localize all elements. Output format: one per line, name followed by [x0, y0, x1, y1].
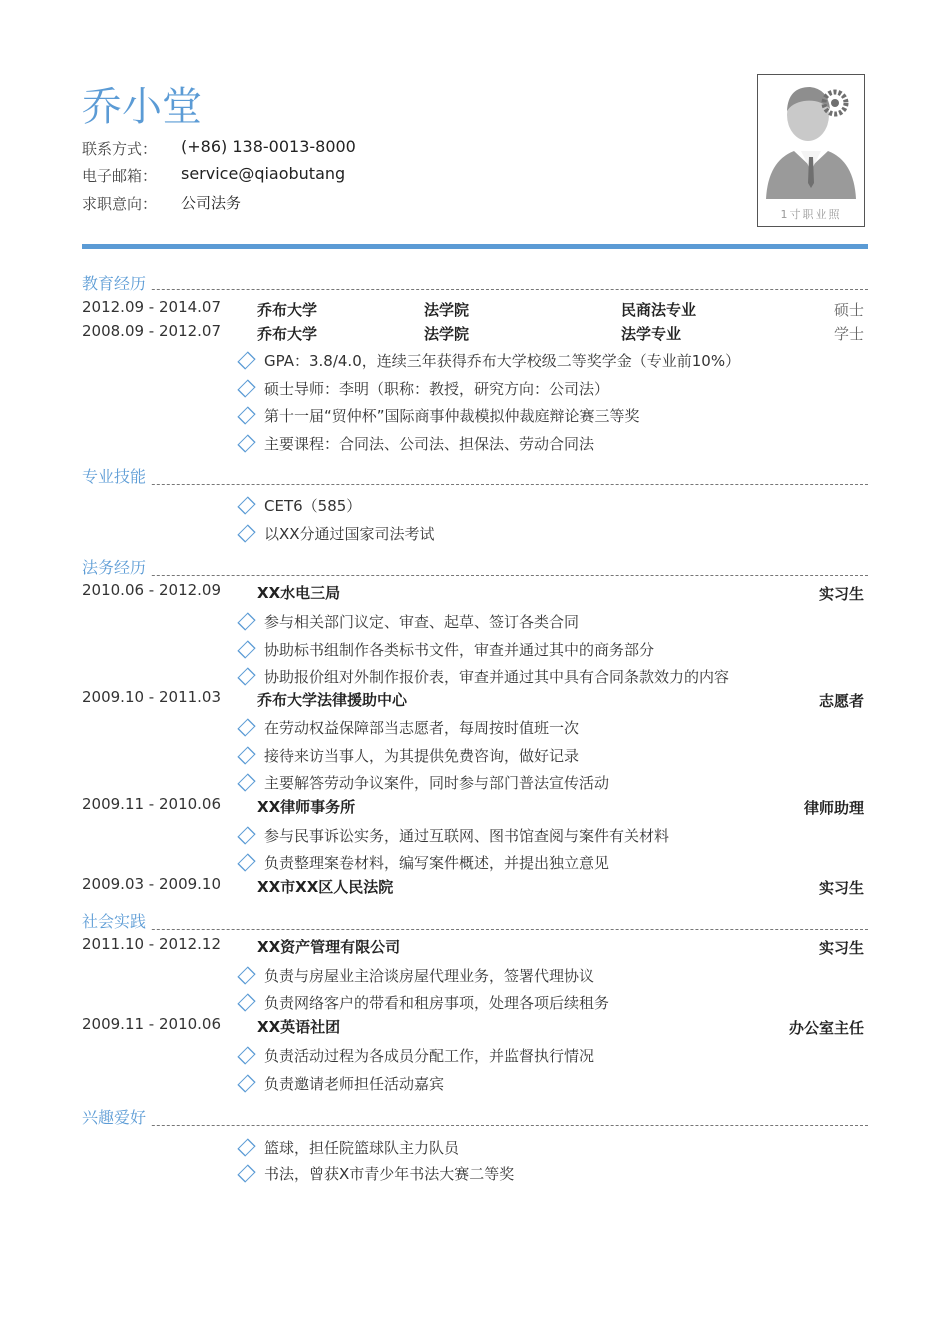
bullet-item: 负责活动过程为各成员分配工作，并监督执行情况: [238, 1045, 594, 1066]
bullet-item: 书法，曾获X市青少年书法大赛二等奖: [238, 1163, 514, 1184]
contact-email-label: 电子邮箱：: [82, 167, 158, 185]
job-intent-label: 求职意向：: [82, 195, 158, 213]
legal-org: XX水电三局: [257, 584, 341, 602]
education-college: 法学院: [424, 325, 470, 343]
education-major: 法学专业: [621, 325, 682, 343]
section-title-legal: 法务经历: [82, 555, 150, 578]
bullet-item: 负责邀请老师担任活动嘉宾: [238, 1073, 444, 1094]
person-silhouette-icon: [758, 75, 864, 226]
diamond-bullet-icon: [237, 379, 255, 397]
diamond-bullet-icon: [237, 826, 255, 844]
education-degree: 学士: [833, 325, 864, 343]
legal-date: 2009.03 - 2009.10: [82, 875, 222, 893]
skills-divider: [82, 484, 868, 485]
bullet-item: 篮球，担任院篮球队主力队员: [238, 1137, 459, 1158]
diamond-bullet-icon: [237, 1074, 255, 1092]
bullet-item: CET6（585）: [238, 495, 361, 516]
diamond-bullet-icon: [237, 853, 255, 871]
education-school: 乔布大学: [257, 301, 318, 319]
legal-date: 2009.10 - 2011.03: [82, 688, 222, 706]
diamond-bullet-icon: [237, 966, 255, 984]
bullet-item: GPA：3.8/4.0，连续三年获得乔布大学校级二等奖学金（专业前10%）: [238, 350, 740, 371]
education-divider: [82, 289, 868, 290]
bullet-item: 在劳动权益保障部当志愿者，每周按时值班一次: [238, 717, 579, 738]
legal-role: 律师助理: [803, 799, 864, 817]
education-degree: 硕士: [833, 301, 864, 319]
practice-role: 实习生: [818, 939, 864, 957]
practice-org: XX英语社团: [257, 1018, 341, 1036]
bullet-item: 参与民事诉讼实务，通过互联网、图书馆查阅与案件有关材料: [238, 825, 669, 846]
legal-role: 志愿者: [818, 692, 864, 710]
section-title-practice: 社会实践: [82, 909, 150, 932]
legal-org: XX律师事务所: [257, 798, 356, 816]
legal-date: 2009.11 - 2010.06: [82, 795, 222, 813]
diamond-bullet-icon: [237, 406, 255, 424]
legal-role: 实习生: [818, 879, 864, 897]
diamond-bullet-icon: [237, 667, 255, 685]
section-title-education: 教育经历: [82, 271, 150, 294]
contact-phone-label: 联系方式：: [82, 140, 158, 158]
education-date: 2012.09 - 2014.07: [82, 298, 222, 316]
header-divider: [82, 244, 868, 249]
legal-org: XX市XX区人民法院: [257, 878, 394, 896]
diamond-bullet-icon: [237, 496, 255, 514]
practice-divider: [82, 929, 868, 930]
bullet-item: 协助标书组制作各类标书文件，审查并通过其中的商务部分: [238, 639, 654, 660]
practice-date: 2009.11 - 2010.06: [82, 1015, 222, 1033]
legal-divider: [82, 575, 868, 576]
bullet-item: 协助报价组对外制作报价表，审查并通过其中具有合同条款效力的内容: [238, 666, 729, 687]
contact-email-value: service@qiaobutang: [181, 164, 346, 183]
diamond-bullet-icon: [237, 746, 255, 764]
legal-role: 实习生: [818, 585, 864, 603]
diamond-bullet-icon: [237, 773, 255, 791]
education-college: 法学院: [424, 301, 470, 319]
section-title-hobbies: 兴趣爱好: [82, 1105, 150, 1128]
bullet-item: 主要课程：合同法、公司法、担保法、劳动合同法: [238, 433, 594, 454]
diamond-bullet-icon: [237, 351, 255, 369]
education-major: 民商法专业: [621, 301, 697, 319]
bullet-item: 负责整理案卷材料，编写案件概述，并提出独立意见: [238, 852, 609, 873]
legal-org: 乔布大学法律援助中心: [257, 691, 408, 709]
diamond-bullet-icon: [237, 434, 255, 452]
section-title-skills: 专业技能: [82, 464, 150, 487]
job-intent-value: 公司法务: [181, 194, 242, 212]
legal-date: 2010.06 - 2012.09: [82, 581, 222, 599]
practice-role: 办公室主任: [788, 1019, 864, 1037]
contact-phone-value: (+86) 138-0013-8000: [181, 137, 356, 156]
photo-caption: 1寸职业照: [780, 208, 842, 221]
bullet-item: 主要解答劳动争议案件，同时参与部门普法宣传活动: [238, 772, 609, 793]
diamond-bullet-icon: [237, 718, 255, 736]
candidate-name: 乔小堂: [82, 84, 202, 130]
practice-date: 2011.10 - 2012.12: [82, 935, 222, 953]
hobbies-divider: [82, 1125, 868, 1126]
bullet-item: 接待来访当事人，为其提供免费咨询，做好记录: [238, 745, 579, 766]
bullet-item: 以XX分通过国家司法考试: [238, 523, 435, 544]
diamond-bullet-icon: [237, 524, 255, 542]
bullet-item: 负责与房屋业主洽谈房屋代理业务，签署代理协议: [238, 965, 594, 986]
diamond-bullet-icon: [237, 1138, 255, 1156]
bullet-item: 硕士导师：李明（职称：教授，研究方向：公司法）: [238, 378, 609, 399]
bullet-item: 参与相关部门议定、审查、起草、签订各类合同: [238, 611, 579, 632]
diamond-bullet-icon: [237, 640, 255, 658]
diamond-bullet-icon: [237, 612, 255, 630]
bullet-item: 第十一届“贸仲杯”国际商事仲裁模拟仲裁庭辩论赛三等奖: [238, 405, 640, 426]
education-school: 乔布大学: [257, 325, 318, 343]
diamond-bullet-icon: [237, 1164, 255, 1182]
profile-photo-placeholder: [757, 74, 865, 227]
bullet-item: 负责网络客户的带看和租房事项，处理各项后续租务: [238, 992, 609, 1013]
diamond-bullet-icon: [237, 993, 255, 1011]
education-date: 2008.09 - 2012.07: [82, 322, 222, 340]
practice-org: XX资产管理有限公司: [257, 938, 401, 956]
diamond-bullet-icon: [237, 1046, 255, 1064]
